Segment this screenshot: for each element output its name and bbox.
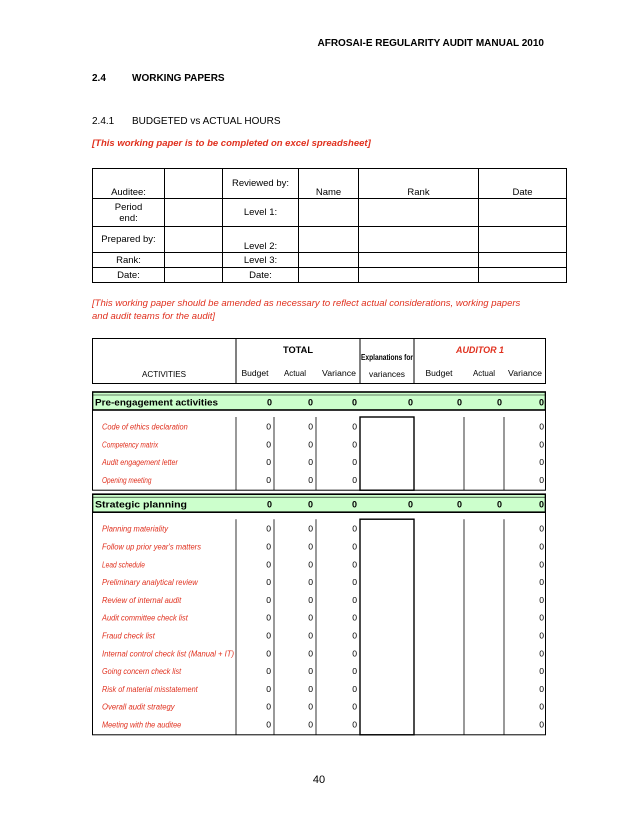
group-total-value: 0 xyxy=(307,499,313,510)
item-variance-value: 0 xyxy=(352,541,357,552)
item-auditor-variance-value: 0 xyxy=(539,612,544,623)
prepared-by-value[interactable] xyxy=(165,227,223,253)
item-actual-value: 0 xyxy=(308,594,313,605)
group-total-value: 0 xyxy=(351,397,357,408)
level3-label: Level 3: xyxy=(223,253,299,268)
item-budget-value: 0 xyxy=(266,719,271,730)
activity-item-label: Planning materiality xyxy=(102,523,169,534)
date-name[interactable] xyxy=(299,268,359,283)
running-header: AFROSAI-E REGULARITY AUDIT MANUAL 2010 xyxy=(317,38,544,49)
group-total-value: 0 xyxy=(456,499,462,510)
excel-note: [This working paper is to be completed on excel spreadsheet] xyxy=(92,138,371,149)
period-end-label: Period end: xyxy=(93,199,165,227)
item-budget-value: 0 xyxy=(266,439,271,450)
activity-item-label: Code of ethics declaration xyxy=(102,421,188,432)
item-variance-value: 0 xyxy=(352,701,357,712)
item-variance-value: 0 xyxy=(352,457,357,468)
date-rank[interactable] xyxy=(359,268,479,283)
rank-value[interactable] xyxy=(165,253,223,268)
group-total-value: 0 xyxy=(456,397,462,408)
item-auditor-variance-value: 0 xyxy=(539,594,544,605)
item-actual-value: 0 xyxy=(308,666,313,677)
period-end-value[interactable] xyxy=(165,199,223,227)
item-budget-value: 0 xyxy=(266,474,271,485)
item-variance-value: 0 xyxy=(352,474,357,485)
info-table xyxy=(92,168,567,283)
item-actual-value: 0 xyxy=(308,683,313,694)
activity-item-label: Overall audit strategy xyxy=(102,701,176,712)
rank-header: Rank xyxy=(359,169,479,199)
auditor-budget-header: Budget xyxy=(425,368,454,378)
total-variance-header: Variance xyxy=(322,368,357,378)
explanation-box xyxy=(360,417,414,490)
group-total-value: 0 xyxy=(496,397,502,408)
item-variance-value: 0 xyxy=(352,719,357,730)
level1-rank[interactable] xyxy=(359,199,479,227)
date-label-2: Date: xyxy=(223,268,299,283)
item-actual-value: 0 xyxy=(308,421,313,432)
item-variance-value: 0 xyxy=(352,421,357,432)
budget-worksheet xyxy=(92,338,546,744)
prepared-by-label: Prepared by: xyxy=(93,227,165,253)
activity-item-label: Internal control check list (Manual + IT) xyxy=(102,648,235,659)
amend-note: [This working paper should be amended as necessary to reflect actual considerations, working papers and audit teams for the audit] xyxy=(92,298,521,322)
item-variance-value: 0 xyxy=(352,577,357,588)
rank-label: Rank: xyxy=(93,253,165,268)
item-budget-value: 0 xyxy=(266,666,271,677)
auditor-variance-header: Variance xyxy=(508,368,543,378)
item-budget-value: 0 xyxy=(266,421,271,432)
subsection-number: 2.4.1 xyxy=(92,116,115,127)
item-auditor-variance-value: 0 xyxy=(539,701,544,712)
group-total-value: 0 xyxy=(266,397,272,408)
date-label: Date: xyxy=(93,268,165,283)
item-budget-value: 0 xyxy=(266,577,271,588)
activity-item-label: Review of internal audit xyxy=(102,594,182,605)
section-title: WORKING PAPERS xyxy=(132,73,225,84)
item-auditor-variance-value: 0 xyxy=(539,559,544,570)
activities-header: ACTIVITIES xyxy=(142,369,187,379)
item-budget-value: 0 xyxy=(266,648,271,659)
item-budget-value: 0 xyxy=(266,457,271,468)
item-auditor-variance-value: 0 xyxy=(539,439,544,450)
item-auditor-variance-value: 0 xyxy=(539,630,544,641)
item-actual-value: 0 xyxy=(308,523,313,534)
auditor-header: AUDITOR 1 xyxy=(455,345,504,356)
item-actual-value: 0 xyxy=(308,559,313,570)
item-variance-value: 0 xyxy=(352,612,357,623)
item-variance-value: 0 xyxy=(352,523,357,534)
total-actual-header: Actual xyxy=(284,368,307,378)
item-variance-value: 0 xyxy=(352,683,357,694)
level3-date[interactable] xyxy=(479,253,567,268)
activity-item-label: Opening meeting xyxy=(102,474,152,485)
explanation-box xyxy=(360,519,414,735)
group-title: Pre-engagement activities xyxy=(95,397,218,408)
group-total-value: 0 xyxy=(538,397,544,408)
level1-label: Level 1: xyxy=(223,199,299,227)
item-actual-value: 0 xyxy=(308,474,313,485)
item-budget-value: 0 xyxy=(266,701,271,712)
total-header: TOTAL xyxy=(283,345,314,355)
level2-label: Level 2: xyxy=(223,227,299,253)
group-total-value: 0 xyxy=(307,397,313,408)
item-auditor-variance-value: 0 xyxy=(539,648,544,659)
level3-name[interactable] xyxy=(299,253,359,268)
item-budget-value: 0 xyxy=(266,630,271,641)
item-actual-value: 0 xyxy=(308,457,313,468)
item-auditor-variance-value: 0 xyxy=(539,457,544,468)
group-title: Strategic planning xyxy=(95,499,187,510)
item-auditor-variance-value: 0 xyxy=(539,683,544,694)
item-budget-value: 0 xyxy=(266,523,271,534)
item-budget-value: 0 xyxy=(266,594,271,605)
item-auditor-variance-value: 0 xyxy=(539,421,544,432)
level2-name[interactable] xyxy=(299,227,359,253)
total-budget-header: Budget xyxy=(241,368,270,378)
group-total-value: 0 xyxy=(407,499,413,510)
item-actual-value: 0 xyxy=(308,719,313,730)
date-value[interactable] xyxy=(165,268,223,283)
item-auditor-variance-value: 0 xyxy=(539,474,544,485)
section-heading xyxy=(92,73,225,84)
item-budget-value: 0 xyxy=(266,559,271,570)
level1-date[interactable] xyxy=(479,199,567,227)
activity-item-label: Follow up prior year's matters xyxy=(102,541,202,552)
item-budget-value: 0 xyxy=(266,612,271,623)
item-actual-value: 0 xyxy=(308,541,313,552)
item-actual-value: 0 xyxy=(308,612,313,623)
variances-header: variances xyxy=(369,369,405,379)
auditor-actual-header: Actual xyxy=(473,368,496,378)
reviewed-by-label: Reviewed by: xyxy=(223,169,299,199)
group-total-value: 0 xyxy=(407,397,413,408)
item-budget-value: 0 xyxy=(266,683,271,694)
page-number: 40 xyxy=(312,774,326,786)
group-total-value: 0 xyxy=(351,499,357,510)
name-header: Name xyxy=(299,169,359,199)
section-number: 2.4 xyxy=(92,73,106,84)
activity-item-label: Audit committee check list xyxy=(101,612,189,623)
activity-item-label: Meeting with the auditee xyxy=(102,719,182,730)
activity-item-label: Audit engagement letter xyxy=(101,457,179,468)
activity-item-label: Lead schedule xyxy=(102,559,146,570)
group-total-value: 0 xyxy=(266,499,272,510)
item-actual-value: 0 xyxy=(308,630,313,641)
group-total-value: 0 xyxy=(496,499,502,510)
item-variance-value: 0 xyxy=(352,666,357,677)
level3-rank[interactable] xyxy=(359,253,479,268)
subsection-title: BUDGETED vs ACTUAL HOURS xyxy=(132,116,281,127)
activity-item-label: Going concern check list xyxy=(102,666,182,677)
item-actual-value: 0 xyxy=(308,577,313,588)
item-variance-value: 0 xyxy=(352,648,357,659)
item-auditor-variance-value: 0 xyxy=(539,666,544,677)
item-auditor-variance-value: 0 xyxy=(539,541,544,552)
activity-item-label: Preliminary analytical review xyxy=(102,577,199,588)
activity-item-label: Fraud check list xyxy=(102,630,156,641)
activity-item-label: Risk of material misstatement xyxy=(102,683,199,694)
subsection-heading xyxy=(92,116,281,127)
date-date[interactable] xyxy=(479,268,567,283)
level1-name[interactable] xyxy=(299,199,359,227)
level2-date[interactable] xyxy=(479,227,567,253)
item-variance-value: 0 xyxy=(352,630,357,641)
budget-worksheet-grid xyxy=(92,338,546,744)
date-header: Date xyxy=(479,169,567,199)
explanations-header: Explanations for xyxy=(361,352,414,362)
item-variance-value: 0 xyxy=(352,439,357,450)
item-auditor-variance-value: 0 xyxy=(539,523,544,534)
auditee-value[interactable] xyxy=(165,169,223,199)
item-budget-value: 0 xyxy=(266,541,271,552)
item-actual-value: 0 xyxy=(308,648,313,659)
auditee-label: Auditee: xyxy=(93,169,165,199)
item-auditor-variance-value: 0 xyxy=(539,719,544,730)
group-total-value: 0 xyxy=(538,499,544,510)
item-auditor-variance-value: 0 xyxy=(539,577,544,588)
item-actual-value: 0 xyxy=(308,439,313,450)
item-variance-value: 0 xyxy=(352,594,357,605)
level2-rank[interactable] xyxy=(359,227,479,253)
activity-item-label: Competency matrix xyxy=(102,439,159,450)
item-actual-value: 0 xyxy=(308,701,313,712)
item-variance-value: 0 xyxy=(352,559,357,570)
